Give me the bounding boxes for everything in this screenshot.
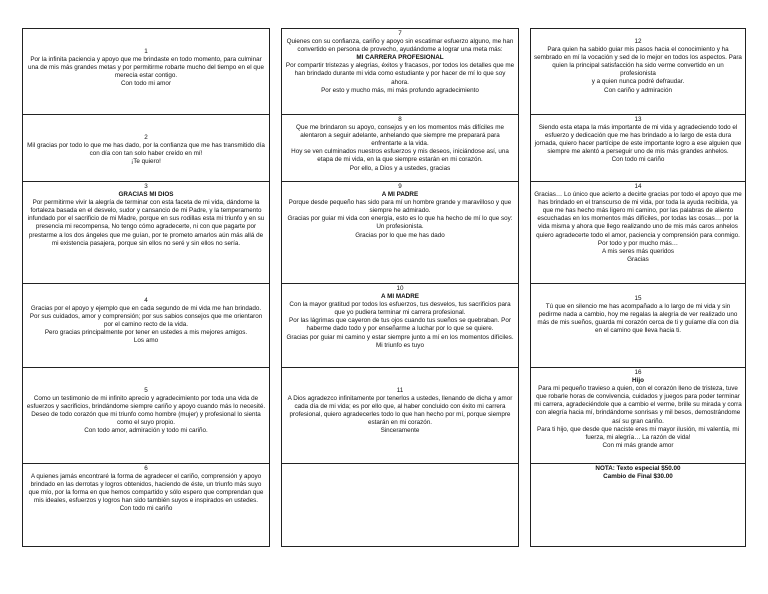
dedication-card-13 <box>531 115 746 182</box>
card-text: Hoy se ven culminados nuestros esfuerzos y mis deseos, iniciándose así, una etapa de mi vida, en la que siempre estarán en mi corazón. <box>291 148 509 164</box>
special-text-price: NOTA: Texto especial $50.00 <box>595 465 681 472</box>
column-gap <box>270 182 282 284</box>
card-text: Para quien ha sabido guiar mis pasos hacia el conocimiento y ha sembrado en mí la vocación y sed de lo mejor en todos los aspectos. Para quien la principal satisfacción ha sido verme convertido en un profesionista <box>534 46 742 78</box>
card-text: Porque desde pequeño has sido para mí un hombre grande y maravilloso y que siempre he admirado. <box>288 199 512 215</box>
card-signature: Gracias por lo que me has dado <box>355 231 445 239</box>
column-gap <box>519 182 531 284</box>
dedication-card-16 <box>531 368 746 464</box>
dedication-card-11 <box>282 368 519 464</box>
card-title: Hijo <box>632 377 644 385</box>
card-text: Con la mayor gratitud por todos los esfuerzos, tus desvelos, tus sacrificios para que yo pudiera terminar mi carrera profesional. <box>289 301 511 317</box>
card-signature: Por esto y mucho más, mi más profundo agradecimiento <box>321 86 479 94</box>
card-text: Para ti hijo, que desde que naciste eres mi mayor ilusión, mi valentía, mi fuerza, mi alegría… La razón de vida! <box>537 425 739 441</box>
card-text: A mis seres más queridos <box>601 247 675 255</box>
card-number: 10 <box>396 285 404 292</box>
card-number: 6 <box>144 465 148 472</box>
column-gap <box>270 464 282 547</box>
dedication-card-3 <box>23 182 270 284</box>
card-number: 8 <box>398 116 402 123</box>
card-text: y a quien nunca podré defraudar. <box>591 78 685 86</box>
dedication-card-12 <box>531 29 746 115</box>
card-text: A quienes jamás encontraré la forma de agradecer el cariño, comprensión y apoyo brindado en las derrotas y logros obtenidos, haciendo de éste, un triunfo más suyo que mío, por la forma en que hemos compartido y sólo espero que comprendan que mis ideales, esfuerzos y logros han sido también suyos e inspirados en ustedes. <box>28 473 264 505</box>
card-title: A MI PADRE <box>381 191 419 199</box>
card-signature: Mi triunfo es tuyo <box>376 341 424 349</box>
card-number: 11 <box>396 387 404 394</box>
card-text: Pero gracias principalmente por tener en ustedes a mis mejores amigos. <box>44 329 248 337</box>
card-text: Por las lágrimas que cayeron de tus ojos cuando tus sueños se quebraban. Por haberme dado todo y por enseñarme a luchar por lo que se quiere. <box>289 317 511 333</box>
card-number: 15 <box>634 295 642 302</box>
dedication-sheet <box>22 28 746 547</box>
card-title: MI CARRERA PROFESIONAL <box>356 54 444 62</box>
dedication-card-14 <box>531 182 746 284</box>
card-text: A Dios agradezco infinitamente por tenerlos a ustedes, llenando de dicha y amor cada día de mi vida; es por ello que, al haber concluido con éxito mi carrera profesional, quiero agradecerles todo lo que han hecho por mí, porque siempre estarán en mi corazón. <box>287 395 513 427</box>
dedication-card-7 <box>282 29 519 115</box>
dedication-card-6 <box>23 464 270 547</box>
card-number: 5 <box>144 387 148 394</box>
card-text: Para mi pequeño travieso a quien, con el corazón lleno de tristeza, tuve que robarle horas de convivencia, cuidados y juegos para poder terminar mi carrera, agradeciéndole que a cambio el verme, brille su mirada y corra con alegría hacia mí, brindándome sonrisas y mil besos, demostrándome así su gran cariño. <box>534 385 742 425</box>
dedication-card-5 <box>23 368 270 464</box>
card-text: Gracias por guiar mi vida con energía, esto es lo que ha hecho de mí lo que soy: Un profesionista. <box>287 215 513 231</box>
card-text: Por la infinita paciencia y apoyo que me brindaste en todo momento, para culminar una de mis más grandes metas y por permitirme robarte mucho del tiempo en el que merecía estar contigo. <box>28 56 264 80</box>
price-note <box>531 464 746 547</box>
empty-card <box>282 464 519 547</box>
card-signature: Por ello, a Dios y a ustedes, gracias <box>349 164 451 172</box>
column-gap <box>519 115 531 182</box>
card-text: Tú que en silencio me has acompañado a lo largo de mi vida y sin pedirme nada a cambio, hoy me regalas la alegría de ver realizado uno más de mis sueños, guarda mi corazón cerca de ti y guíame día con día en el camino que lleva hacia ti. <box>537 303 739 335</box>
card-text: Por permitirme vivir la alegría de terminar con esta faceta de mi vida, dándome la fortaleza basada en el desvelo, sudor y cansancio de mi Padre, y la temperamento infundado por el sacrificio de mi Madre, porque en sus rodillas esta mi triunfo y en su presencia mi recompensa, No tengo cómo agradecerte, ni con que pagarte por prestarme a los dos ángeles que me guían, por te prometo amarlos aún más allá de mi existencia pasajera, porque sin ellos no seré y sin ellos no sería. <box>27 199 265 247</box>
card-text: Que me brindaron su apoyo, consejos y en los momentos más difíciles me alentaron a seguir adelante, anhelando que siempre me preparará para enfrentarte a la vida. <box>296 124 504 148</box>
card-signature: Con todo mi cariño <box>119 505 173 513</box>
card-text: Como un testimonio de mi infinito aprecio y agradecimiento por toda una vida de esfuerzos y sacrificios, brindándome siempre cariño y apoyo cuando más lo necesité. Deseo de todo corazón que mi triunfo como hombre (mujer) y profesional lo sienta como el suyo propio. <box>26 395 266 427</box>
dedication-card-9 <box>282 182 519 284</box>
column-gap <box>270 115 282 182</box>
dedication-card-15 <box>531 284 746 368</box>
card-title: A MI MADRE <box>381 293 419 301</box>
card-text: Siendo esta etapa la más importante de mi vida y agradeciendo todo el esfuerzo y dedicación que me has brindado a lo largo de esta dura jornada, quiero hacer partícipe de este importante logro a ese alguien que siempre me alentó a perseguir uno de mis más grandes anhelos. <box>534 124 742 156</box>
card-text: Gracias por guiar mi camino y estar siempre junto a mí en los momentos difíciles. <box>286 333 514 341</box>
card-number: 4 <box>144 297 148 304</box>
card-signature: Con todo mi cariño <box>611 156 665 164</box>
card-number: 7 <box>398 30 402 37</box>
card-text: Gracias… Lo único que acierto a decirte gracias por todo el apoyo que me has brindado en el transcurso de mi vida, por toda la ayuda recibida, ya que me has hecho más ligero mi camino, por las palabras de aliento escuchadas en los momentos más difíciles, por todas las cosas… por la vida misma y ahora que llego realizando uno de mis más caros anhelos quiero agradecerte todo el amor, paciencia y comprensión para conmigo. Por todo y por mucho más… <box>534 191 742 247</box>
card-number: 9 <box>398 183 402 190</box>
dedication-card-4 <box>23 284 270 368</box>
dedication-card-2 <box>23 115 270 182</box>
card-signature: Los amo <box>133 337 159 345</box>
column-gap <box>519 284 531 368</box>
column-gap <box>519 464 531 547</box>
dedication-card-10 <box>282 284 519 368</box>
dedication-card-8 <box>282 115 519 182</box>
card-number: 13 <box>634 116 642 123</box>
column-gap <box>519 368 531 464</box>
card-signature: ¡Te quiero! <box>131 158 161 166</box>
dedication-card-1 <box>23 29 270 115</box>
column-gap <box>519 29 531 115</box>
card-signature: Con cariño y admiración <box>604 86 672 94</box>
card-number: 14 <box>634 183 642 190</box>
card-number: 3 <box>144 183 148 190</box>
card-signature: Con todo mi amor <box>120 80 172 88</box>
card-signature: Con todo amor, admiración y todo mi cariño. <box>84 427 208 435</box>
card-signature: Sinceramente <box>380 427 420 435</box>
card-signature: Con mi más grande amor <box>602 441 674 449</box>
card-text: Por compartir tristezas y alegrías, éxitos y fracasos, por todos los detalles que me han brindado durante mi vida como estudiante y por hacer de mí lo que soy ahora. <box>285 62 515 86</box>
column-gap <box>270 284 282 368</box>
card-number: 12 <box>634 38 642 45</box>
card-text: Quienes con su confianza, cariño y apoyo sin escatimar esfuerzo alguno, me han convertido en persona de provecho, ayudándome a lograr una meta más: <box>286 38 514 54</box>
column-gap <box>270 368 282 464</box>
card-number: 2 <box>144 134 148 141</box>
card-text: Mil gracias por todo lo que me has dado, por la confianza que me has transmitido día con día con tan solo haber creído en mí! <box>27 142 265 158</box>
card-number: 1 <box>144 48 148 55</box>
card-signature: Gracias <box>627 255 649 263</box>
card-text: Gracias por el apoyo y ejemplo que en cada segundo de mi vida me han brindado. Por sus cuidados, amor y comprensión; por sus sabios consejos que me orientaron por el camino recto de la vida. <box>29 305 263 329</box>
column-gap <box>270 29 282 115</box>
card-number: 16 <box>634 369 642 376</box>
card-title: GRACIAS MI DIOS <box>118 191 174 199</box>
ending-change-price: Cambio de Final $30.00 <box>603 473 673 481</box>
